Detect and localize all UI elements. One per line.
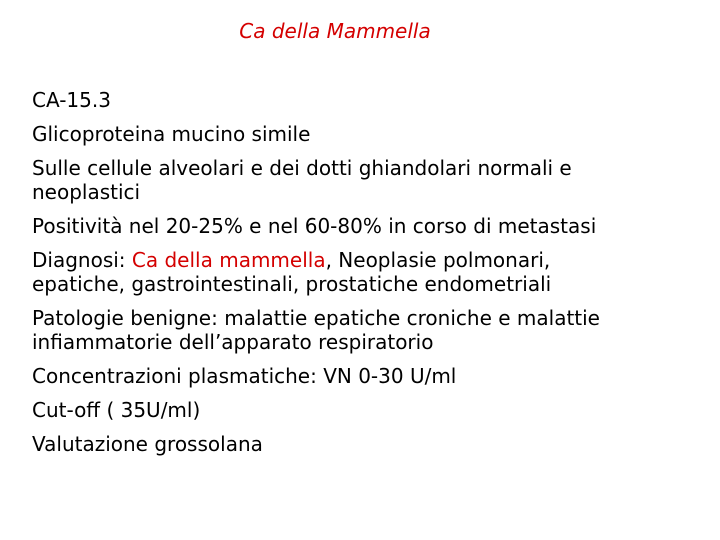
text-line-benign	[32, 306, 702, 354]
diagnosis-highlight: Ca della mammella	[131, 248, 326, 272]
text-line-positivity: Positività nel 20-25% e nel 60-80% in corso di metastasi	[32, 214, 597, 238]
text-line-evaluation: Valutazione grossolana	[32, 432, 263, 456]
text-line-location	[32, 156, 702, 204]
slide-title: Ca della Mammella	[239, 19, 431, 43]
text-line-marker: CA-15.3	[32, 88, 111, 112]
diagnosis-label: Diagnosi:	[32, 248, 132, 272]
slide-body	[32, 88, 702, 466]
text-line-nature: Glicoproteina mucino simile	[32, 122, 311, 146]
diagnosis-rest: , Neoplasie polmonari,	[325, 248, 551, 272]
text-line-diagnosis	[32, 248, 702, 296]
text-line-location-1: Sulle cellule alveolari e dei dotti ghiandolari normali e	[32, 156, 572, 180]
diagnosis-line-2: epatiche, gastrointestinali, prostatiche endometriali	[32, 272, 552, 296]
text-line-plasma: Concentrazioni plasmatiche: VN 0-30 U/ml	[32, 364, 457, 388]
text-line-location-2: neoplastici	[32, 180, 141, 204]
benign-line-1: Patologie benigne: malattie epatiche croniche e malattie	[32, 306, 600, 330]
benign-line-2: infiammatorie dell’apparato respiratorio	[32, 330, 434, 354]
text-line-cutoff: Cut-off ( 35U/ml)	[32, 398, 201, 422]
